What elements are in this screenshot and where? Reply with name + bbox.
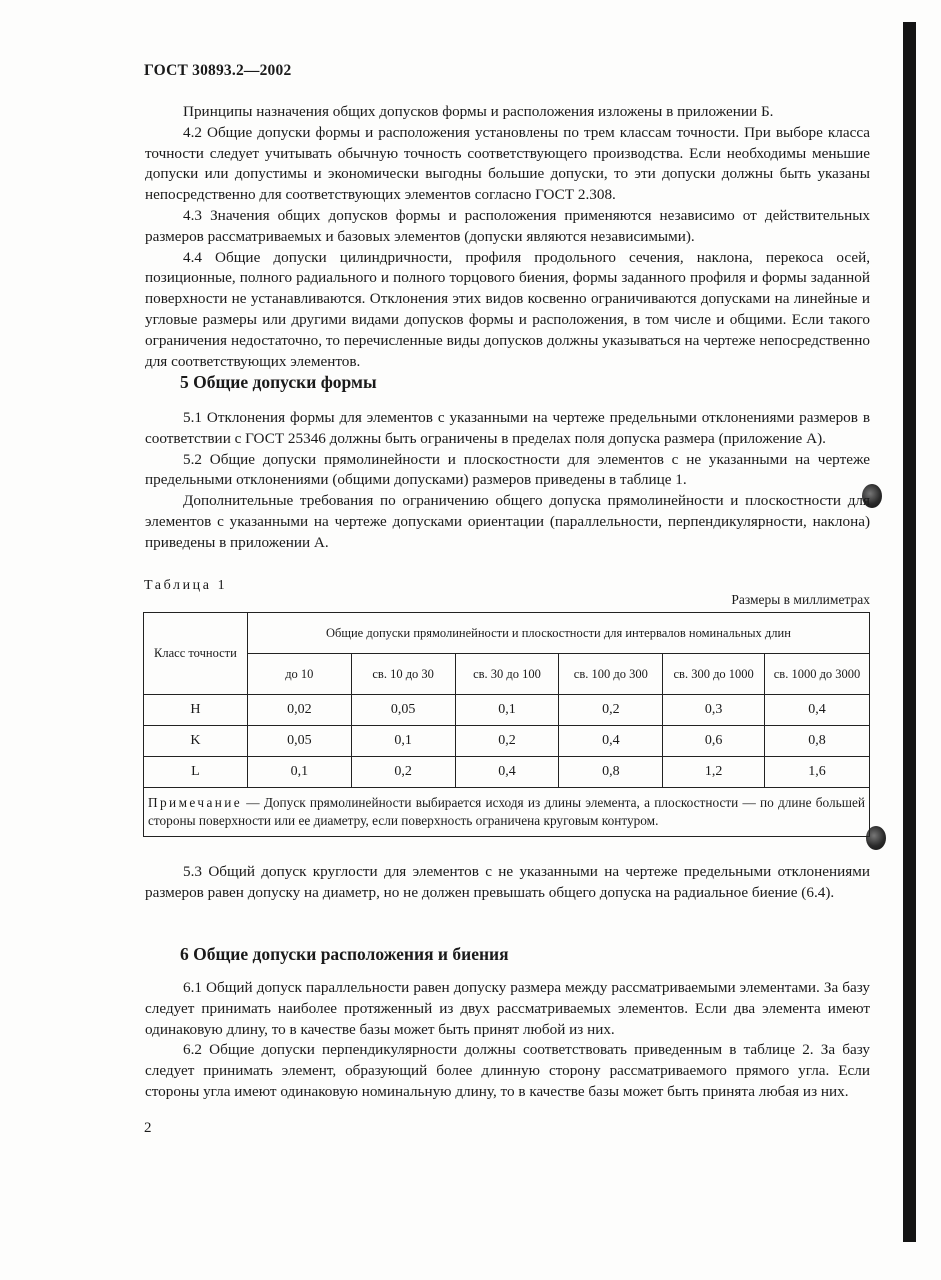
table-row: [144, 695, 870, 726]
table-note: [144, 788, 870, 837]
paragraph: Принципы назначения общих допусков формы и расположения изложены в приложении Б.: [183, 103, 774, 120]
table-units: Размеры в миллиметрах: [731, 592, 870, 607]
value-cell: 0,02: [247, 695, 351, 726]
table-row: [144, 726, 870, 757]
interval-header-cell: св. 1000 до 3000: [765, 654, 870, 695]
section-6-heading: 6 Общие допуски расположения и биения: [180, 944, 509, 964]
class-header-cell: Класс точности: [144, 613, 248, 695]
paragraph: 4.4 Общие допуски цилиндричности, профиля продольного сечения, наклона, перекоса осей, позиционные, полного радиального и полного торцового биения, формы заданного профиля и формы заданной поверхности не устанавливаются. Отклонения этих видов косвенно ограничиваются допусками на линейные и угловые размеры или другими видами допусков формы и расположения, в том числе и общими. Если такого ограничения недостаточно, то перечисленные виды допусков должны указываться на чертеже непосредственно для соответствующих элементов.: [145, 248, 870, 370]
intro-text-block: [145, 102, 870, 372]
section-5-text: [145, 408, 870, 554]
value-cell: 0,05: [247, 726, 351, 757]
value-cell: 0,2: [351, 757, 455, 788]
value-cell: 0,4: [559, 726, 663, 757]
para-5-3: [145, 862, 870, 904]
interval-header-cell: св. 30 до 100: [455, 654, 559, 695]
value-cell: 0,4: [765, 695, 870, 726]
value-cell: 0,3: [663, 695, 765, 726]
class-cell: L: [144, 757, 248, 788]
class-cell: K: [144, 726, 248, 757]
document-header: ГОСТ 30893.2—2002: [144, 62, 292, 79]
paragraph: 6.1 Общий допуск параллельности равен допуску размера между рассматриваемыми элементами. За базу следует принимать наиболее протяженный из двух рассматриваемых элементов. Если два элемента имеют одинаковую длину, то в качестве базы может быть принят любой из них.: [145, 979, 870, 1038]
paragraph: 5.2 Общие допуски прямолинейности и плоскостности для элементов с не указанными на чертеже предельными отклонениями (общими допусками) размеров приведены в таблице 1.: [145, 450, 870, 489]
value-cell: 1,6: [765, 757, 870, 788]
interval-header-cell: до 10: [247, 654, 351, 695]
paragraph: 6.2 Общие допуски перпендикулярности должны соответствовать приведенным в таблице 2. За базу следует принимать элемент, образующий более длинную сторону рассматриваемого прямого угла. Если стороны угла имеют одинаковую номинальную длину, то в качестве базы может быть принята любая из них.: [145, 1041, 870, 1100]
value-cell: 0,8: [765, 726, 870, 757]
value-cell: 0,1: [247, 757, 351, 788]
section-5-heading: 5 Общие допуски формы: [180, 372, 377, 392]
tolerance-table: [143, 612, 870, 837]
paragraph: 5.1 Отклонения формы для элементов с указанными на чертеже предельными отклонениями размеров в соответствии с ГОСТ 25346 должны быть ограничены в пределах поля допуска размера (приложение А).: [145, 409, 870, 447]
table-caption: Таблица 1: [144, 578, 228, 593]
value-cell: 0,1: [455, 695, 559, 726]
paragraph: Дополнительные требования по ограничению общего допуска прямолинейности и плоскостности для элементов с указанными на чертеже допусками ориентации (параллельности, перпендикулярности, наклона) приведены в приложении А.: [145, 492, 870, 551]
interval-header-cell: св. 10 до 30: [351, 654, 455, 695]
paragraph: 5.3 Общий допуск круглости для элементов с не указанными на чертеже предельными отклонениями размеров равен допуску на диаметр, но не должен превышать общего допуска на радиальное биение (6.4).: [145, 863, 870, 901]
value-cell: 0,8: [559, 757, 663, 788]
note-text: — Допуск прямолинейности выбирается исходя из длины элемента, а плоскостности — по длине большей стороны поверхности или ее диаметру, если поверхность ограничена круговым контуром.: [148, 795, 865, 828]
scan-edge-shadow: [903, 22, 916, 1242]
value-cell: 0,1: [351, 726, 455, 757]
value-cell: 0,4: [455, 757, 559, 788]
table-row: [144, 757, 870, 788]
interval-header-cell: св. 100 до 300: [559, 654, 663, 695]
paragraph: 4.2 Общие допуски формы и расположения установлены по трем классам точности. При выборе класса точности следует учитывать обычную точность соответствующего производства. Если необходимы меньшие допуски или допустимы и экономически выгодны большие допуски, то эти допуски должны быть указаны непосредственно для соответствующих элементов согласно ГОСТ 2.308.: [145, 123, 870, 204]
value-cell: 0,2: [455, 726, 559, 757]
paragraph: 4.3 Значения общих допусков формы и расположения применяются независимо от действительных размеров рассматриваемых и базовых элементов (допуски являются независимыми).: [145, 206, 870, 245]
value-cell: 0,05: [351, 695, 455, 726]
value-cell: 0,2: [559, 695, 663, 726]
class-cell: H: [144, 695, 248, 726]
value-cell: 0,6: [663, 726, 765, 757]
value-cell: 1,2: [663, 757, 765, 788]
interval-header-cell: св. 300 до 1000: [663, 654, 765, 695]
group-header-cell: Общие допуски прямолинейности и плоскостности для интервалов номинальных длин: [247, 613, 869, 654]
note-label: Примечание: [148, 795, 243, 810]
section-6-text: [145, 978, 870, 1103]
page-number: 2: [144, 1120, 152, 1136]
